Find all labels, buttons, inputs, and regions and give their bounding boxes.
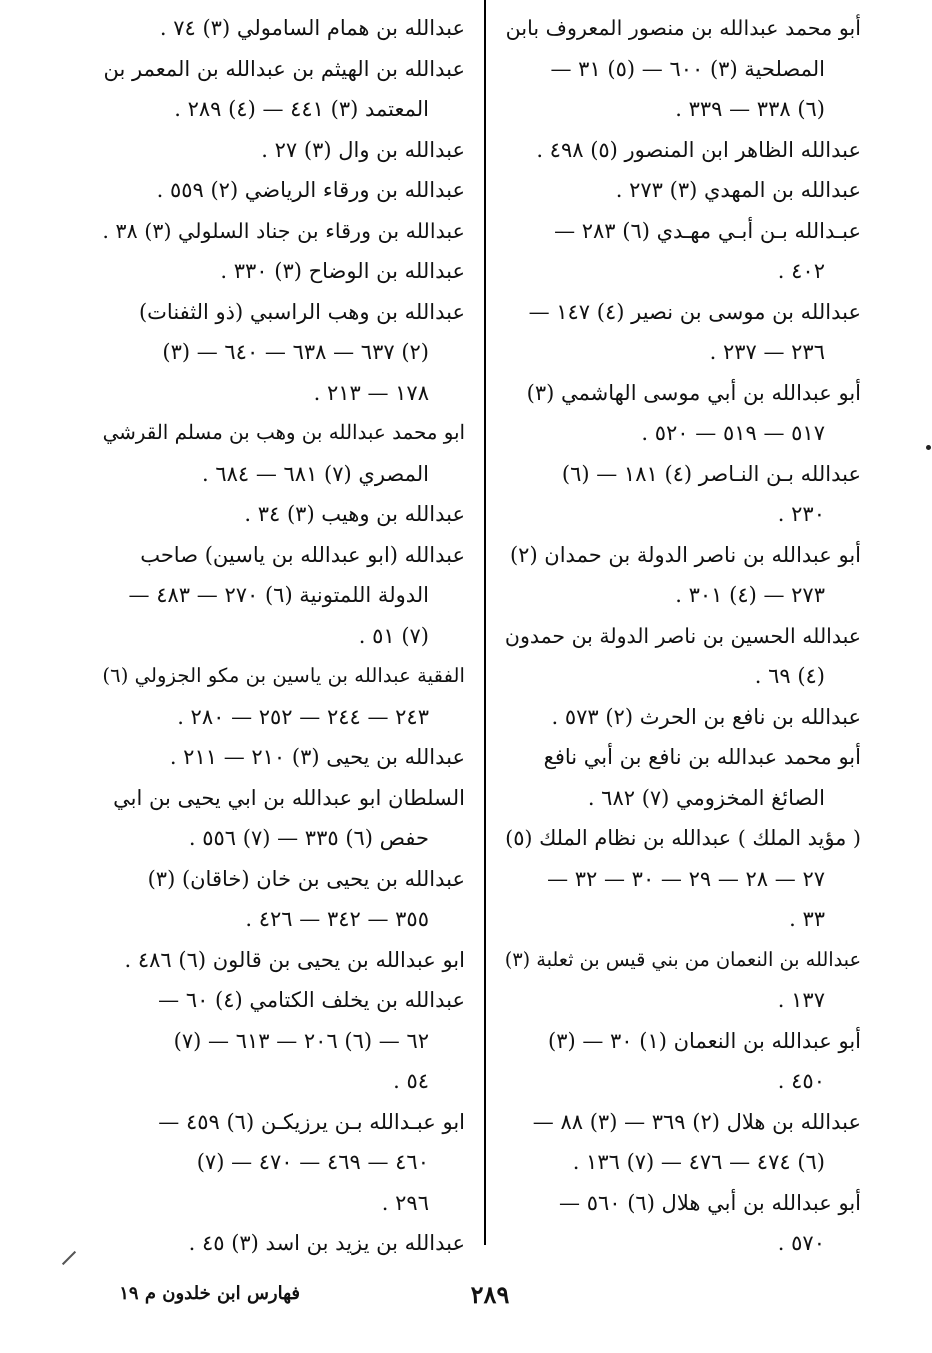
index-entry-line: حفص (٦) ٣٣٥ — (٧) ٥٥٦ . <box>188 826 429 850</box>
index-entry-line: عبدالله بن يزيد بن اسد (٣) ٤٥ . <box>188 1231 465 1255</box>
index-entry <box>102 737 465 778</box>
index-entry <box>102 170 465 211</box>
index-entry <box>505 1102 861 1183</box>
index-entry <box>102 778 465 859</box>
index-entry <box>505 292 861 373</box>
index-entry-line: ( مؤيد الملك ) عبدالله بن نظام الملك (٥) <box>505 826 861 850</box>
index-entry-line: أبو محمد عبدالله بن نافع بن أبي نافع <box>543 745 861 769</box>
index-entry <box>505 616 861 697</box>
index-entry-line: ٣٣ . <box>789 907 825 931</box>
index-entry-line: المعتمد (٣) ٤٤١ — (٤) ٢٨٩ . <box>174 97 429 121</box>
index-entry-line: عبدالله الظاهر ابن المنصور (٥) ٤٩٨ . <box>536 137 861 162</box>
index-entry-line: (٦) ٣٣٨ — ٣٣٩ . <box>675 97 825 121</box>
index-entry-line: عبدالله بن ورقاء بن جناد السلولي (٣) ٣٨ . <box>102 218 465 243</box>
stray-pen-mark <box>62 1251 76 1265</box>
index-entry <box>102 980 465 1102</box>
index-entry-line: ٤٦٠ — ٤٦٩ — ٤٧٠ — (٧) <box>196 1150 429 1174</box>
index-entry <box>102 49 465 130</box>
index-entry <box>102 292 465 414</box>
index-entry-line: عبدالله بن يخلف الكتامي (٤) ٦٠ — <box>158 988 465 1012</box>
index-entry-line: ٢٣٦ — ٢٣٧ . <box>709 340 825 364</box>
footer-title: فهارس ابن خلدون م ١٩ <box>119 1283 300 1304</box>
margin-dot <box>926 445 931 450</box>
index-entry-line: ٢٧٣ — (٤) ٣٠١ . <box>675 583 825 607</box>
index-entry-line: الفقية عبدالله بن ياسين بن مكو الجزولي (٦) <box>102 664 465 687</box>
index-entry-line: (٧) ٥١ . <box>358 623 429 648</box>
index-entry-line: عبدالله بن نافع بن الحرث (٢) ٥٧٣ . <box>551 704 861 729</box>
index-entry-line: ٢٣٠ . <box>777 502 825 526</box>
index-entry-line: ١٧٨ — ٢١٣ . <box>313 380 429 405</box>
index-entry <box>102 211 465 252</box>
index-entry-line: الصائغ المخزومي (٧) ٦٨٢ . <box>587 785 825 810</box>
index-entry-line: ٤٥٠ . <box>777 1069 825 1093</box>
index-entry <box>505 940 861 1021</box>
index-entry <box>102 494 465 535</box>
index-entry <box>102 8 465 49</box>
index-entry-line: عبدالله بن وهب الراسبي (ذو الثفنات) <box>138 299 465 324</box>
index-entry <box>102 1223 465 1264</box>
index-entry-line: عبدالله بن الوضاح (٣) ٣٣٠ . <box>220 259 465 283</box>
index-entry-line: عبدالله الحسين بن ناصر الدولة بن حمدون <box>504 623 861 648</box>
index-entry <box>102 413 465 494</box>
index-entry-line: ٢٩٦ . <box>381 1190 429 1215</box>
index-entry-line: أبو عبدالله بن أبي موسى الهاشمي (٣) <box>526 380 861 405</box>
index-entry-line: عبدالله (ابو عبدالله بن ياسين) صاحب <box>140 542 465 567</box>
index-entry <box>505 8 861 130</box>
index-entry <box>505 130 861 171</box>
index-entry-line: ابو محمد عبدالله بن وهب بن مسلم القرشي <box>102 421 465 444</box>
index-entry-line: أبو محمد عبدالله بن منصور المعروف بابن <box>505 16 861 40</box>
index-entry <box>505 211 861 292</box>
index-entry <box>102 656 465 737</box>
index-entry-line: ٢٤٣ — ٢٤٤ — ٢٥٢ — ٢٨٠ . <box>177 704 429 729</box>
index-entry <box>505 818 861 940</box>
index-entry-line: أبو عبدالله بن أبي هلال (٦) ٥٦٠ — <box>559 1190 861 1215</box>
index-entry-line: ٢٧ — ٢٨ — ٢٩ — ٣٠ — ٣٢ — <box>547 866 825 891</box>
index-entry-line: ٤٠٢ . <box>777 259 825 283</box>
index-entry-line: عبدالله بـن النـاصر (٤) ١٨١ — (٦) <box>561 461 861 486</box>
index-entry-line: أبو عبدالله بن ناصر الدولة بن حمدان (٢) <box>509 542 861 567</box>
index-entry-line: عبدالله بن هلال (٢) ٣٦٩ — (٣) ٨٨ — <box>532 1109 861 1134</box>
index-entry-line: عبدالله بن موسى بن نصير (٤) ١٤٧ — <box>528 299 861 324</box>
index-entry-line: عبـدالله بـن أبـي مهـدي (٦) ٢٨٣ — <box>554 218 861 243</box>
index-entry-line: أبو عبدالله بن النعمان (١) ٣٠ — (٣) <box>548 1028 861 1053</box>
index-entry-line: عبدالله بن همام السامولي (٣) ٧٤ . <box>159 16 465 40</box>
index-entry-line: عبدالله بن النعمان من بني قيس بن ثعلبة (٣) <box>504 947 861 971</box>
left-index-column <box>102 8 465 1264</box>
index-entry <box>505 1183 861 1264</box>
index-entry <box>505 1021 861 1102</box>
index-entry-line: المصري (٧) ٦٨١ — ٦٨٤ . <box>201 461 429 486</box>
index-entry <box>505 170 861 211</box>
index-entry-line: عبدالله بن وال (٣) ٢٧ . <box>261 137 465 162</box>
index-entry <box>505 737 861 818</box>
index-entry-line: عبدالله بن يحيى (٣) ٢١٠ — ٢١١ . <box>169 745 465 769</box>
index-entry-line: (٦) ٤٧٤ — ٤٧٦ — (٧) ١٣٦ . <box>572 1150 825 1174</box>
right-index-column <box>505 8 861 1264</box>
index-entry <box>505 454 861 535</box>
index-entry <box>102 251 465 292</box>
index-entry <box>505 373 861 454</box>
index-entry <box>102 1102 465 1224</box>
index-entry-line: ٣٥٥ — ٣٤٢ — ٤٢٦ . <box>245 907 429 931</box>
page-number: ٢٨٩ <box>470 1280 510 1309</box>
index-entry <box>102 859 465 940</box>
index-entry-line: ابو عبـدالله بـن يرزيكـن (٦) ٤٥٩ — <box>158 1109 465 1134</box>
index-entry <box>102 535 465 657</box>
index-entry-line: عبدالله بن يحيى بن خان (خاقان) (٣) <box>147 866 465 891</box>
index-entry-line: ٥١٧ — ٥١٩ — ٥٢٠ . <box>641 421 825 445</box>
index-entry-line: ٥٤ . <box>393 1069 429 1093</box>
index-entry-line: ٦٢ — (٦) ٢٠٦ — ٦١٣ — (٧) <box>173 1028 429 1053</box>
index-entry-line: ابو عبدالله بن يحيى بن قالون (٦) ٤٨٦ . <box>124 947 465 972</box>
index-entry <box>102 940 465 981</box>
index-entry-line: عبدالله بن الهيثم بن عبدالله بن المعمر بن <box>103 56 465 81</box>
index-entry-line: عبدالله بن المهدي (٣) ٢٧٣ . <box>615 178 861 202</box>
index-entry-line: ٥٧٠ . <box>777 1231 825 1255</box>
index-entry <box>505 535 861 616</box>
index-entry <box>505 697 861 738</box>
index-entry-line: المصلحية (٣) ٦٠٠ — (٥) ٣١ — <box>550 56 825 81</box>
column-divider <box>484 0 486 1245</box>
index-entry-line: (٢) ٦٣٧ — ٦٣٨ — ٦٤٠ — (٣) <box>162 340 429 364</box>
index-entry-line: السلطان ابو عبدالله بن ابي يحيى بن ابي <box>113 785 465 810</box>
index-entry-line: (٤) ٦٩ . <box>754 664 825 688</box>
index-entry-line: ١٣٧ . <box>777 988 825 1012</box>
index-entry-line: الدولة اللمتونية (٦) ٢٧٠ — ٤٨٣ — <box>128 583 429 607</box>
index-entry-line: عبدالله بن وهيب (٣) ٣٤ . <box>244 502 465 526</box>
index-entry <box>102 130 465 171</box>
index-entry-line: عبدالله بن ورقاء الرياضي (٢) ٥٥٩ . <box>156 178 465 202</box>
